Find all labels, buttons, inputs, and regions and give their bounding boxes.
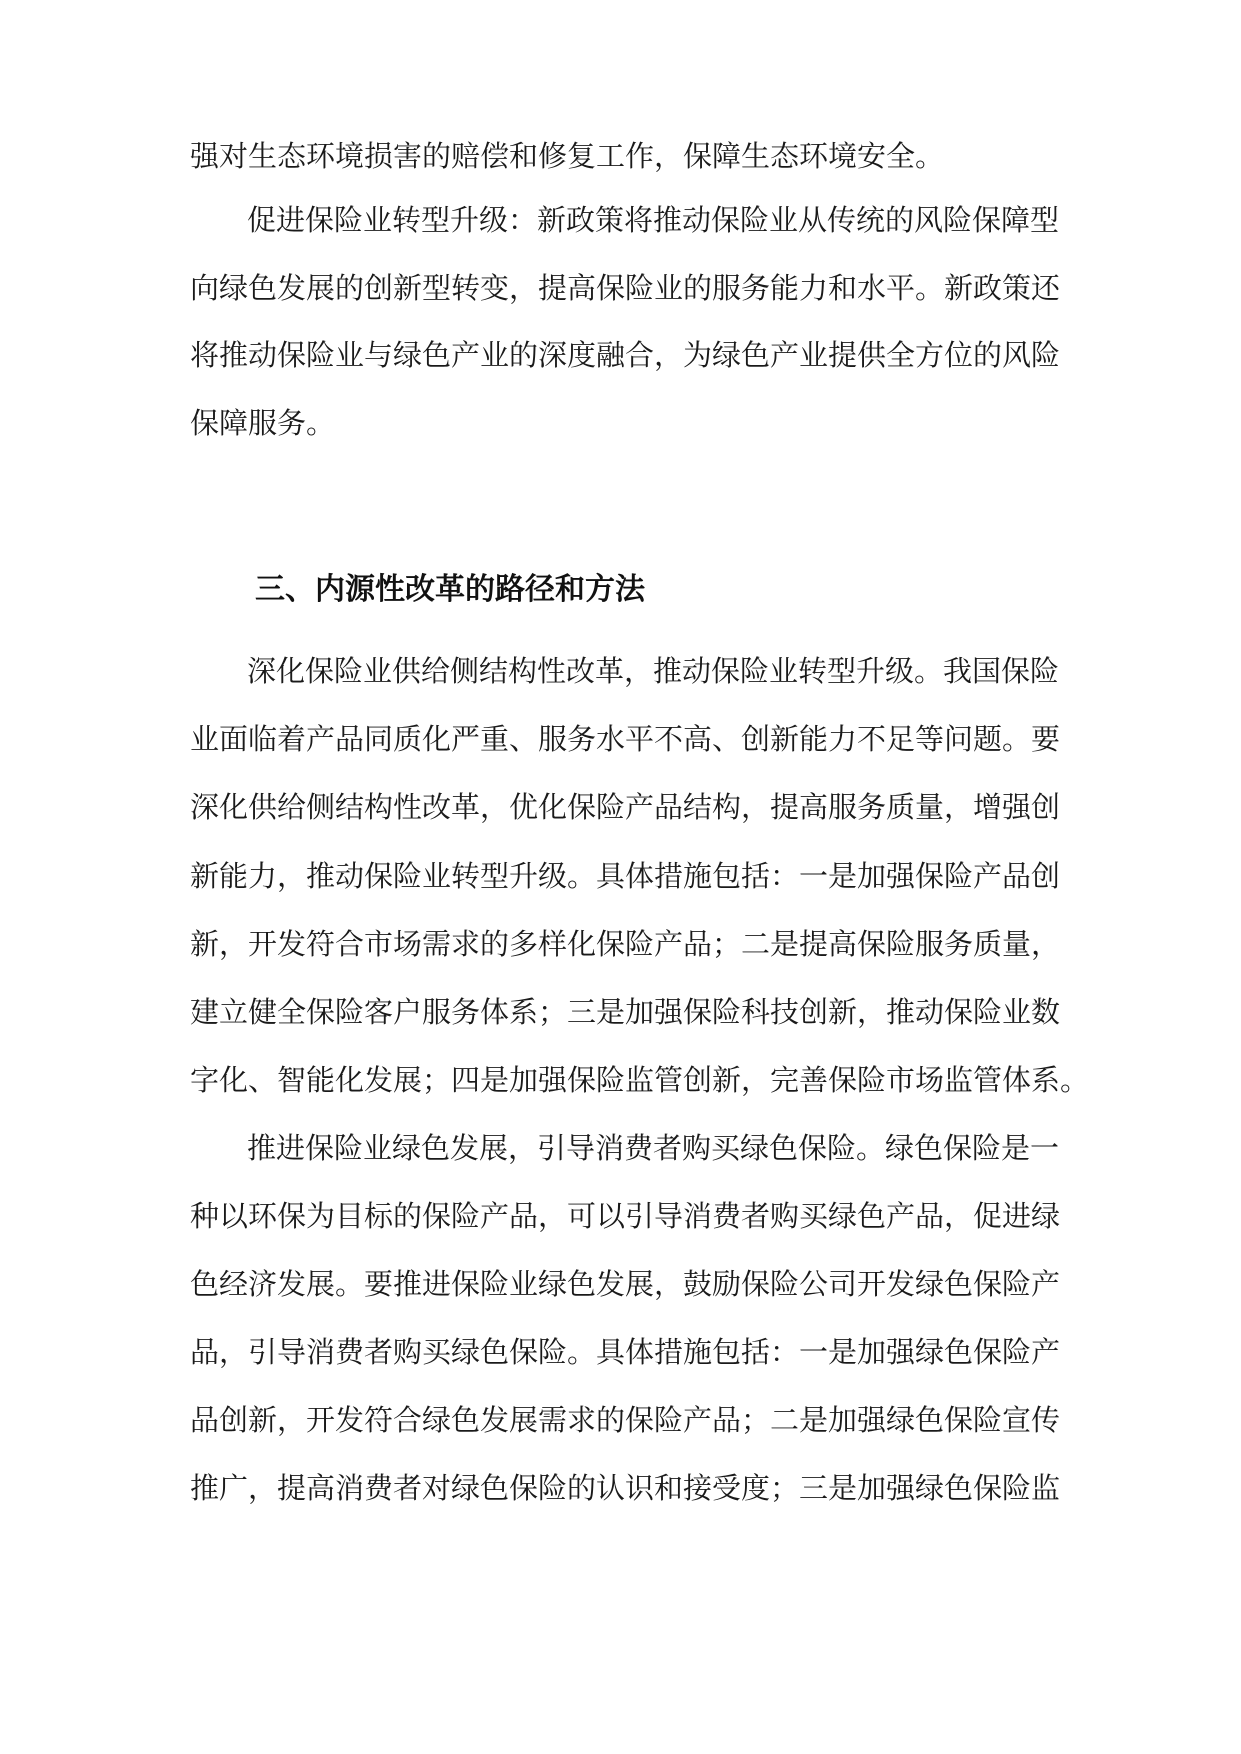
paragraph-4-line-6: 推广，提高消费者对绿色保险的认识和接受度；三是加强绿色保险监	[190, 1471, 1061, 1505]
section-heading: 三、内源性改革的路径和方法	[255, 572, 645, 607]
paragraph-4-line-3: 色经济发展。要推进保险业绿色发展，鼓励保险公司开发绿色保险产	[190, 1267, 1061, 1301]
paragraph-3-line-2: 业面临着产品同质化严重、服务水平不高、创新能力不足等问题。要	[190, 722, 1061, 756]
paragraph-2-line-1: 促进保险业转型升级：新政策将推动保险业从传统的风险保障型	[247, 203, 1060, 237]
paragraph-3-line-5: 新，开发符合市场需求的多样化保险产品；二是提高保险服务质量，	[190, 927, 1061, 961]
paragraph-4-line-2: 种以环保为目标的保险产品，可以引导消费者购买绿色产品，促进绿	[190, 1199, 1061, 1233]
paragraph-4-line-5: 品创新，开发符合绿色发展需求的保险产品；二是加强绿色保险宣传	[190, 1403, 1061, 1437]
paragraph-4-line-4: 品，引导消费者购买绿色保险。具体措施包括：一是加强绿色保险产	[190, 1335, 1061, 1369]
paragraph-4-line-1: 推进保险业绿色发展，引导消费者购买绿色保险。绿色保险是一	[247, 1131, 1060, 1165]
paragraph-2-line-3: 将推动保险业与绿色产业的深度融合，为绿色产业提供全方位的风险	[190, 338, 1061, 372]
paragraph-3-line-6: 建立健全保险客户服务体系；三是加强保险科技创新，推动保险业数	[190, 995, 1061, 1029]
paragraph-3-line-7: 字化、智能化发展；四是加强保险监管创新，完善保险市场监管体系。	[190, 1063, 1090, 1097]
paragraph-2-line-2: 向绿色发展的创新型转变，提高保险业的服务能力和水平。新政策还	[190, 271, 1061, 305]
paragraph-3-line-4: 新能力，推动保险业转型升级。具体措施包括：一是加强保险产品创	[190, 859, 1061, 893]
paragraph-2-line-4: 保障服务。	[190, 406, 336, 440]
paragraph-3-line-3: 深化供给侧结构性改革，优化保险产品结构，提高服务质量，增强创	[190, 790, 1061, 824]
paragraph-3-line-1: 深化保险业供给侧结构性改革，推动保险业转型升级。我国保险	[247, 654, 1060, 688]
paragraph-1-line-1: 强对生态环境损害的赔偿和修复工作，保障生态环境安全。	[190, 139, 945, 173]
